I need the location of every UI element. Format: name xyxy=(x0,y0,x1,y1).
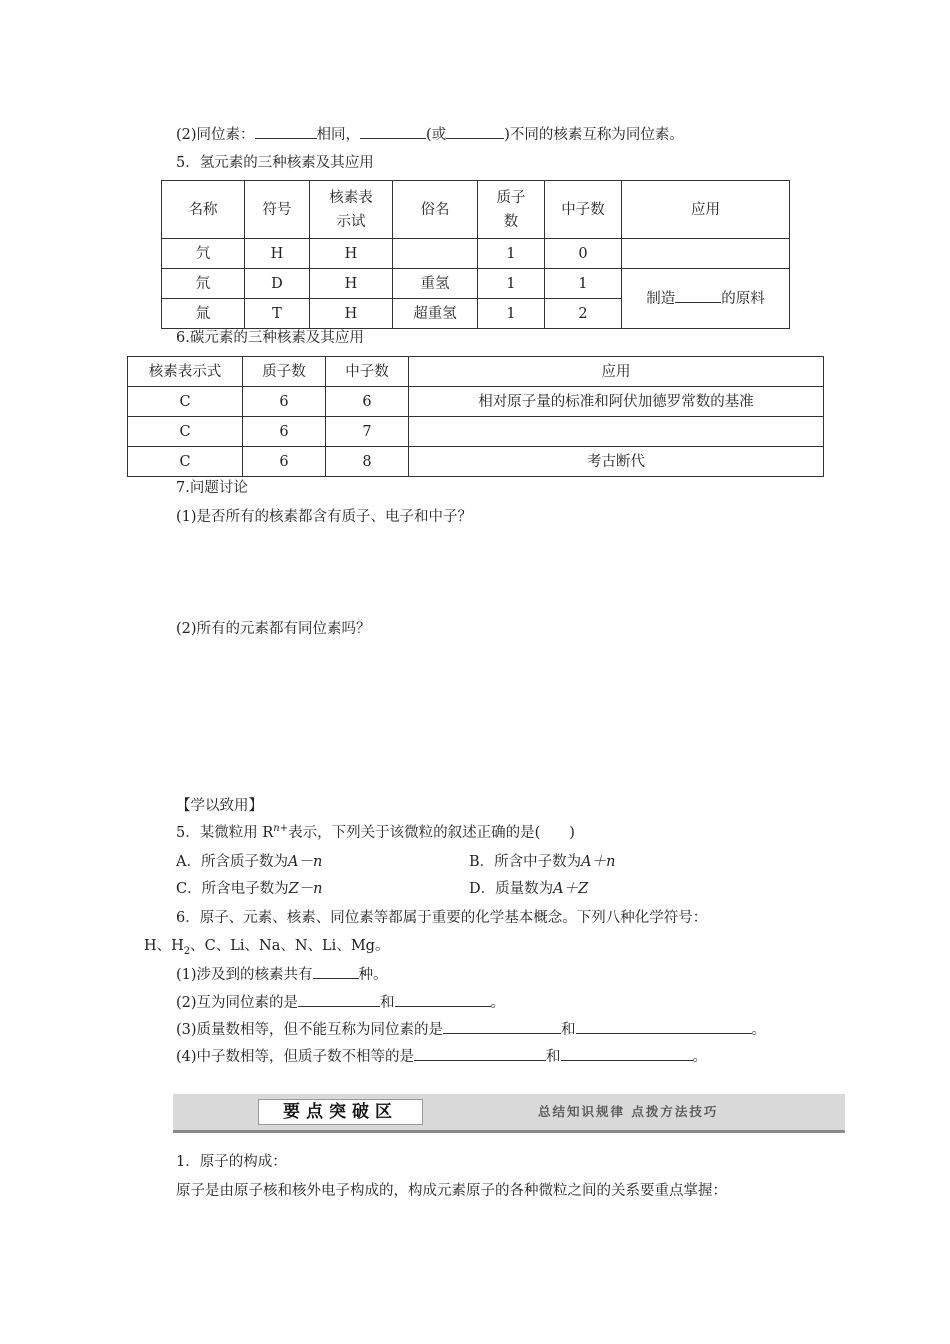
header-cell: 俗名 xyxy=(393,181,478,239)
q6-p2-post: 。 xyxy=(490,995,506,1011)
option-c-value: Z－n xyxy=(288,881,323,897)
section-5-title: 5．氢元素的三种核素及其应用 xyxy=(176,155,374,171)
question-6-stem: 6．原子、元素、核素、同位素等都属于重要的化学基本概念。下列八种化学符号： xyxy=(176,910,708,926)
charge-superscript: n+ xyxy=(273,823,289,835)
table-cell: 2 xyxy=(545,299,622,329)
q6-p1-post: 种。 xyxy=(358,967,388,983)
header-cell-text: 核素表示试 xyxy=(329,189,373,230)
table-cell xyxy=(409,417,824,447)
fill-blank[interactable] xyxy=(675,288,721,303)
table-cell: 1 xyxy=(478,299,545,329)
table-header-row xyxy=(128,357,824,387)
symbols-subscript: 2 xyxy=(183,945,191,957)
section-6-title: 6.碳元素的三种核素及其应用 xyxy=(176,330,364,346)
table-cell: 1 xyxy=(478,239,545,269)
header-cell: 符号 xyxy=(245,181,310,239)
discussion-question-1: (1)是否所有的核素都含有质子、电子和中子？ xyxy=(176,509,473,525)
table-cell: 重氢 xyxy=(393,269,478,299)
q6-p4-post: 。 xyxy=(692,1049,708,1065)
q6-part-2 xyxy=(176,992,505,1013)
fill-blank[interactable] xyxy=(360,124,426,139)
header-cell xyxy=(310,181,393,239)
option-d-value: A＋Z xyxy=(553,881,589,897)
option-a[interactable] xyxy=(176,852,322,872)
table-cell: H xyxy=(245,239,310,269)
table-header-row xyxy=(162,181,790,239)
q5-text-post: 表示，下列关于该微粒的叙述正确的是( ) xyxy=(288,825,575,841)
practice-header: 【学以致用】 xyxy=(176,798,263,814)
header-cell: 应用 xyxy=(622,181,790,239)
header-cell xyxy=(478,181,545,239)
table-cell: D xyxy=(245,269,310,299)
isotope-text-2: (或 xyxy=(426,127,447,143)
question-6-symbols xyxy=(144,936,389,956)
isotope-text-3: )不同的核素互称为同位素。 xyxy=(504,127,684,143)
symbols-rest: 、C、Li、Na、N、Li、Mg。 xyxy=(190,938,390,954)
fill-blank[interactable] xyxy=(255,124,317,139)
header-cell: 名称 xyxy=(162,181,245,239)
table-cell: 8 xyxy=(326,447,409,477)
q6-p4-text: (4)中子数相等，但质子数不相等的是 xyxy=(176,1049,415,1065)
fill-blank[interactable] xyxy=(443,1019,561,1034)
symbols-text: H、H xyxy=(144,938,184,954)
q6-p2-mid: 和 xyxy=(380,995,395,1011)
table-cell: 0 xyxy=(545,239,622,269)
option-a-label: A．所含质子数为 xyxy=(176,854,288,870)
q6-part-3 xyxy=(176,1019,766,1040)
option-b-label: B．所含中子数为 xyxy=(469,854,582,870)
q6-part-1 xyxy=(176,964,388,985)
option-b[interactable] xyxy=(469,852,615,872)
header-cell: 质子数 xyxy=(243,357,326,387)
table-row xyxy=(162,239,790,269)
header-cell: 应用 xyxy=(409,357,824,387)
option-d[interactable] xyxy=(469,879,588,899)
table-cell: 6 xyxy=(243,417,326,447)
q6-p1-text: (1)涉及到的核素共有 xyxy=(176,967,313,983)
question-5-stem xyxy=(176,823,575,843)
q6-p3-mid: 和 xyxy=(561,1022,576,1038)
table-cell: 6 xyxy=(326,387,409,417)
carbon-nuclide-table xyxy=(127,356,824,477)
isotope-text-1: 相同， xyxy=(316,127,361,143)
table-cell: H xyxy=(310,269,393,299)
q6-p2-text: (2)互为同位素的是 xyxy=(176,995,299,1011)
application-text-pre: 制造 xyxy=(646,290,676,307)
table-cell: C xyxy=(128,447,243,477)
option-c[interactable] xyxy=(176,879,323,899)
table-row xyxy=(128,417,824,447)
option-a-value: A－n xyxy=(287,854,323,870)
fill-blank[interactable] xyxy=(313,964,359,979)
table-cell: 相对原子量的标准和阿伏加德罗常数的基准 xyxy=(409,387,824,417)
header-cell-text: 质子数 xyxy=(496,189,526,230)
q6-p3-text: (3)质量数相等，但不能互称为同位素的是 xyxy=(176,1022,444,1038)
table-row xyxy=(162,269,790,299)
banner-subtitle: 总结知识规律 点拨方法技巧 xyxy=(538,1104,719,1119)
table-cell xyxy=(393,239,478,269)
table-cell: H xyxy=(310,239,393,269)
q5-text-pre: 5．某微粒用 R xyxy=(176,825,274,841)
q6-p4-mid: 和 xyxy=(546,1049,561,1065)
isotope-label: (2)同位素： xyxy=(176,127,255,143)
key-point-1: 1．原子的构成： xyxy=(176,1154,287,1170)
fill-blank[interactable] xyxy=(561,1046,693,1061)
option-d-label: D．质量数为 xyxy=(469,881,554,897)
key-point-2: 原子是由原子核和核外电子构成的，构成元素原子的各种微粒之间的关系要重点掌握： xyxy=(176,1183,727,1199)
application-text-post: 的原料 xyxy=(721,290,765,307)
table-cell: 氕 xyxy=(162,239,245,269)
table-cell: 超重氢 xyxy=(393,299,478,329)
fill-blank[interactable] xyxy=(414,1046,546,1061)
option-b-value: A＋n xyxy=(581,854,616,870)
header-cell: 中子数 xyxy=(326,357,409,387)
fill-blank[interactable] xyxy=(446,124,504,139)
header-cell: 核素表示式 xyxy=(128,357,243,387)
table-cell: 氘 xyxy=(162,269,245,299)
table-cell: 1 xyxy=(545,269,622,299)
table-row xyxy=(128,387,824,417)
section-7-title: 7.问题讨论 xyxy=(176,480,248,496)
table-cell xyxy=(622,239,790,269)
table-cell: C xyxy=(128,417,243,447)
banner-title: 要点突破区 xyxy=(258,1099,423,1125)
table-cell: 1 xyxy=(478,269,545,299)
table-cell: 6 xyxy=(243,447,326,477)
application-cell xyxy=(622,269,790,329)
table-cell: H xyxy=(310,299,393,329)
option-c-label: C．所含电子数为 xyxy=(176,881,289,897)
fill-blank[interactable] xyxy=(395,992,491,1007)
hydrogen-nuclide-table xyxy=(161,180,790,329)
table-cell: 氚 xyxy=(162,299,245,329)
discussion-question-2: (2)所有的元素都有同位素吗？ xyxy=(176,621,371,637)
banner-divider xyxy=(173,1130,845,1133)
table-cell: 7 xyxy=(326,417,409,447)
header-cell: 中子数 xyxy=(545,181,622,239)
table-cell: T xyxy=(245,299,310,329)
q6-part-4 xyxy=(176,1046,707,1067)
table-cell: 6 xyxy=(243,387,326,417)
table-cell: C xyxy=(128,387,243,417)
table-cell: 考古断代 xyxy=(409,447,824,477)
fill-blank[interactable] xyxy=(298,992,380,1007)
q6-p3-post: 。 xyxy=(751,1022,767,1038)
isotope-definition xyxy=(176,124,684,145)
table-row xyxy=(128,447,824,477)
fill-blank[interactable] xyxy=(576,1019,752,1034)
